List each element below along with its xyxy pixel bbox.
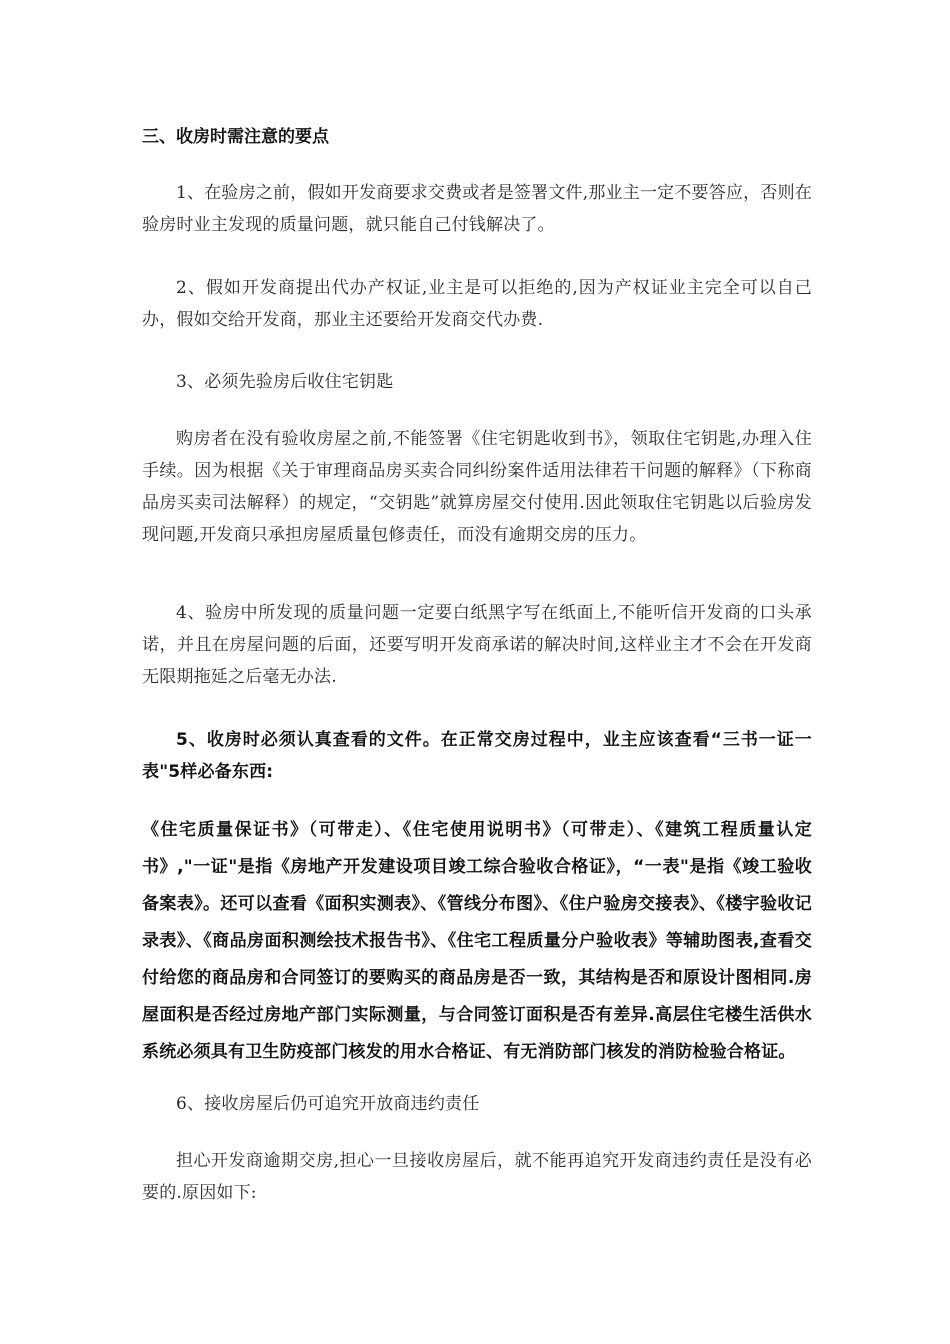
section-heading: 三、收房时需注意的要点 — [142, 127, 329, 147]
paragraph-2: 2、假如开发商提出代办产权证,业主是可以拒绝的,因为产权证业主完全可以自己办，假如交给开发商，那业主还要给开发商交代办费. — [142, 278, 812, 330]
paragraph-7-bold: 《住宅质量保证书》（可带走）、《住宅使用说明书》（可带走）、《建筑工程质量认定书》,"一证"是指《房地产开发建设项目竣工综合验收合格证》，“一表"是指《竣工验收备案表》。还可以查看《面积实测表》、《管线分布图》、《住户验房交接表》、《楼宇验收记录表》、《商品房面积测绘技术报告书》、《住宅工程质量分户验收表》等辅助图表,查看交付给您的商品房和合同签订的要购买的商品房是否一致，其结构是否和原设计图相同.房屋面积是否经过房地产部门实际测量，与合同签订面积是否有差异.高层住宅楼生活供水系统必须具有卫生防疫部门核发的用水合格证、有无消防部门核发的消防检验合格证。 — [142, 820, 812, 1062]
paragraph-1: 1、在验房之前，假如开发商要求交费或者是签署文件,那业主一定不要答应，否则在验房时业主发现的质量问题，就只能自己付钱解决了。 — [142, 183, 812, 235]
paragraph-6-bold: 5、收房时必须认真查看的文件。在正常交房过程中，业主应该查看“三书一证一表"5样必备东西: — [142, 730, 812, 782]
paragraph-5: 4、验房中所发现的质量问题一定要白纸黑字写在纸面上,不能听信开发商的口头承诺，并且在房屋问题的后面，还要写明开发商承诺的解决时间,这样业主才不会在开发商无限期拖延之后毫无办法. — [142, 603, 812, 687]
paragraph-9: 担心开发商逾期交房,担心一旦接收房屋后，就不能再追究开发商违约责任是没有必要的.原因如下: — [142, 1151, 812, 1203]
paragraph-3: 3、必须先验房后收住宅钥匙 — [176, 372, 394, 392]
paragraph-8: 6、接收房屋后仍可追究开放商违约责任 — [176, 1094, 480, 1114]
paragraph-4: 购房者在没有验收房屋之前,不能签署《住宅钥匙收到书》，领取住宅钥匙,办理入住手续。因为根据《关于审理商品房买卖合同纠纷案件适用法律若干问题的解释》（下称商品房买卖司法解释）的规定，“交钥匙”就算房屋交付使用.因此领取住宅钥匙以后验房发现问题,开发商只承担房屋质量包修责任，而没有逾期交房的压力。 — [142, 429, 812, 545]
